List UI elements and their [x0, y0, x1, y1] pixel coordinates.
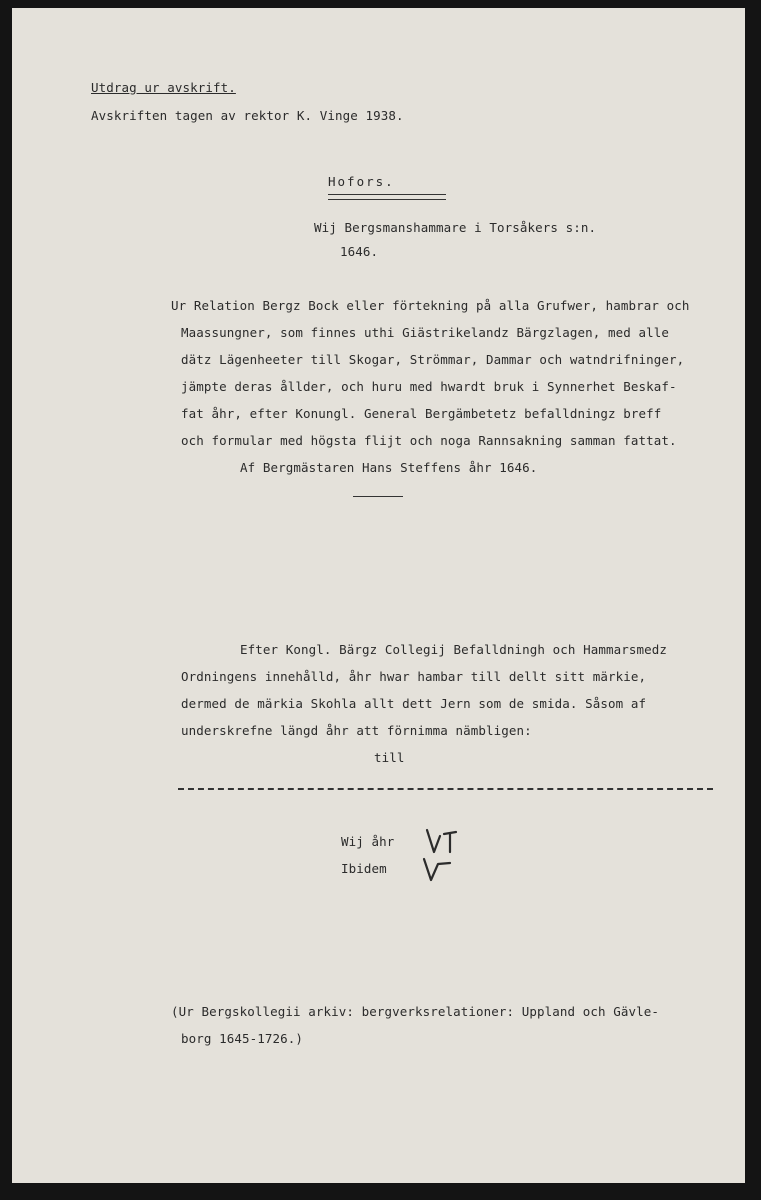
mark-label: Wij åhr: [341, 834, 395, 849]
mark-label: Ibidem: [341, 861, 387, 876]
place-year: 1646.: [340, 244, 379, 259]
relation-line: Maassungner, som finnes uthi Giästrikelandz Bärgzlagen, med alle: [181, 325, 670, 340]
document-page: [12, 8, 745, 1183]
relation-line: Ur Relation Bergz Bock eller förtekning på alla Grufwer, hambrar och: [171, 298, 690, 313]
extract-title: Utdrag ur avskrift.: [91, 80, 236, 95]
dashed-rule: [178, 788, 713, 790]
section-divider: [353, 496, 403, 497]
relation-line: jämpte deras ållder, och huru med hwardt bruk i Synnerhet Beskaf-: [181, 379, 677, 394]
place-title: Hofors.: [328, 174, 395, 189]
ordinance-line: underskrefne längd åhr att förnimma nämbligen:: [181, 723, 532, 738]
hammer-mark-wij-icon: [424, 826, 464, 856]
ordinance-till: till: [374, 750, 405, 765]
hammer-mark-ibidem-icon: [422, 856, 456, 884]
place-subtitle: Wij Bergsmanshammare i Torsåkers s:n.: [314, 220, 597, 235]
relation-author: Af Bergmästaren Hans Steffens åhr 1646.: [240, 460, 538, 475]
title-underline-1: [328, 194, 446, 195]
transcript-note: Avskriften tagen av rektor K. Vinge 1938.: [91, 108, 404, 123]
title-underline-2: [328, 199, 446, 200]
relation-line: fat åhr, efter Konungl. General Bergämbetetz befalldningz breff: [181, 406, 662, 421]
ordinance-line: Ordningens innehålld, åhr hwar hambar till dellt sitt märkie,: [181, 669, 647, 684]
ordinance-line: Efter Kongl. Bärgz Collegij Befalldningh och Hammarsmedz: [240, 642, 668, 657]
source-line: borg 1645-1726.): [181, 1031, 304, 1046]
relation-line: och formular med högsta flijt och noga Rannsakning samman fattat.: [181, 433, 677, 448]
relation-line: dätz Lägenheeter till Skogar, Strömmar, Dammar och watndrifninger,: [181, 352, 685, 367]
ordinance-line: dermed de märkia Skohla allt dett Jern som de smida. Såsom af: [181, 696, 647, 711]
source-line: (Ur Bergskollegii arkiv: bergverksrelationer: Uppland och Gävle-: [171, 1004, 660, 1019]
